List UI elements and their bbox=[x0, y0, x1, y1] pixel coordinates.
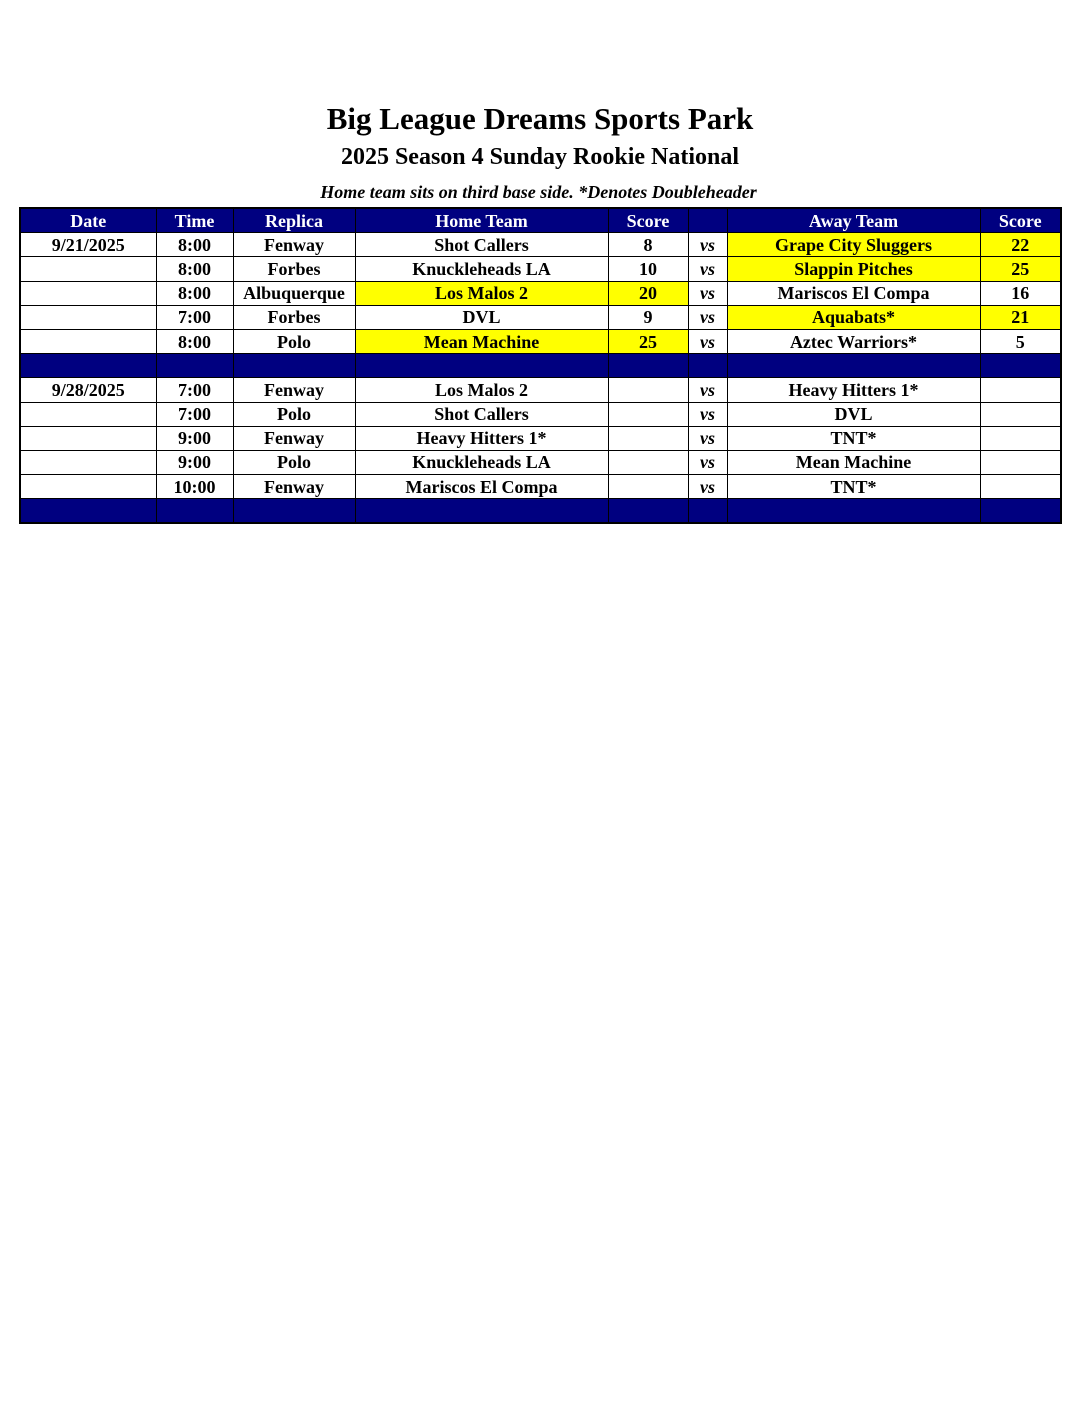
column-header-vs bbox=[688, 208, 727, 233]
time-cell: 8:00 bbox=[156, 257, 233, 281]
replica-cell: Fenway bbox=[233, 426, 355, 450]
home-score-cell: 10 bbox=[608, 257, 688, 281]
column-header-date: Date bbox=[20, 208, 156, 233]
vs-cell: vs bbox=[688, 281, 727, 305]
replica-cell: Fenway bbox=[233, 475, 355, 499]
table-header-row bbox=[20, 208, 1061, 233]
vs-cell: vs bbox=[688, 450, 727, 474]
time-cell: 7:00 bbox=[156, 378, 233, 402]
column-header-home-score: Score bbox=[608, 208, 688, 233]
table-row bbox=[20, 257, 1061, 281]
away-score-cell: 21 bbox=[980, 305, 1061, 329]
time-cell: 9:00 bbox=[156, 426, 233, 450]
vs-cell: vs bbox=[688, 378, 727, 402]
home-team-cell: Heavy Hitters 1* bbox=[355, 426, 608, 450]
home-team-cell: Knuckleheads LA bbox=[355, 450, 608, 474]
column-header-time: Time bbox=[156, 208, 233, 233]
home-score-cell: 25 bbox=[608, 329, 688, 353]
table-row bbox=[20, 426, 1061, 450]
date-cell bbox=[20, 305, 156, 329]
vs-cell: vs bbox=[688, 329, 727, 353]
vs-cell: vs bbox=[688, 233, 727, 257]
away-team-cell: Mariscos El Compa bbox=[727, 281, 980, 305]
vs-cell: vs bbox=[688, 257, 727, 281]
away-team-cell: DVL bbox=[727, 402, 980, 426]
time-cell: 8:00 bbox=[156, 281, 233, 305]
replica-cell: Fenway bbox=[233, 378, 355, 402]
away-team-cell: Grape City Sluggers bbox=[727, 233, 980, 257]
away-team-cell: Heavy Hitters 1* bbox=[727, 378, 980, 402]
table-row bbox=[20, 475, 1061, 499]
home-score-cell bbox=[608, 450, 688, 474]
replica-cell: Albuquerque bbox=[233, 281, 355, 305]
away-score-cell bbox=[980, 402, 1061, 426]
away-score-cell: 16 bbox=[980, 281, 1061, 305]
table-row bbox=[20, 329, 1061, 353]
away-score-cell bbox=[980, 450, 1061, 474]
page-title: Big League Dreams Sports Park bbox=[326, 101, 754, 136]
date-cell bbox=[20, 257, 156, 281]
time-cell: 7:00 bbox=[156, 402, 233, 426]
away-team-cell: TNT* bbox=[727, 475, 980, 499]
home-team-cell: Los Malos 2 bbox=[355, 281, 608, 305]
column-header-away-team: Away Team bbox=[727, 208, 980, 233]
vs-cell: vs bbox=[688, 475, 727, 499]
home-team-cell: Los Malos 2 bbox=[355, 378, 608, 402]
date-cell: 9/21/2025 bbox=[20, 233, 156, 257]
time-cell: 8:00 bbox=[156, 233, 233, 257]
home-team-cell: Shot Callers bbox=[355, 233, 608, 257]
time-cell: 8:00 bbox=[156, 329, 233, 353]
date-cell bbox=[20, 450, 156, 474]
week-separator-row bbox=[20, 354, 1061, 378]
away-team-cell: Aquabats* bbox=[727, 305, 980, 329]
replica-cell: Forbes bbox=[233, 305, 355, 329]
replica-cell: Forbes bbox=[233, 257, 355, 281]
vs-cell: vs bbox=[688, 305, 727, 329]
replica-cell: Fenway bbox=[233, 233, 355, 257]
date-cell: 9/28/2025 bbox=[20, 378, 156, 402]
replica-cell: Polo bbox=[233, 450, 355, 474]
column-header-replica: Replica bbox=[233, 208, 355, 233]
replica-cell: Polo bbox=[233, 329, 355, 353]
home-score-cell: 9 bbox=[608, 305, 688, 329]
date-cell bbox=[20, 475, 156, 499]
home-team-cell: Shot Callers bbox=[355, 402, 608, 426]
column-header-home-team: Home Team bbox=[355, 208, 608, 233]
home-score-cell: 8 bbox=[608, 233, 688, 257]
home-score-cell bbox=[608, 426, 688, 450]
away-score-cell bbox=[980, 475, 1061, 499]
vs-cell: vs bbox=[688, 402, 727, 426]
schedule-note: Home team sits on third base side. *Denotes Doubleheader bbox=[320, 182, 757, 202]
home-score-cell bbox=[608, 378, 688, 402]
away-score-cell bbox=[980, 378, 1061, 402]
column-header-away-score: Score bbox=[980, 208, 1061, 233]
date-cell bbox=[20, 329, 156, 353]
table-row bbox=[20, 305, 1061, 329]
away-team-cell: Mean Machine bbox=[727, 450, 980, 474]
table-row bbox=[20, 402, 1061, 426]
home-score-cell bbox=[608, 402, 688, 426]
away-team-cell: TNT* bbox=[727, 426, 980, 450]
date-cell bbox=[20, 426, 156, 450]
away-team-cell: Aztec Warriors* bbox=[727, 329, 980, 353]
home-team-cell: DVL bbox=[355, 305, 608, 329]
vs-cell: vs bbox=[688, 426, 727, 450]
home-team-cell: Mariscos El Compa bbox=[355, 475, 608, 499]
date-cell bbox=[20, 402, 156, 426]
time-cell: 10:00 bbox=[156, 475, 233, 499]
home-score-cell bbox=[608, 475, 688, 499]
home-team-cell: Knuckleheads LA bbox=[355, 257, 608, 281]
away-score-cell: 25 bbox=[980, 257, 1061, 281]
date-cell bbox=[20, 281, 156, 305]
table-row bbox=[20, 233, 1061, 257]
table-row bbox=[20, 281, 1061, 305]
schedule-table bbox=[19, 207, 1062, 524]
away-score-cell: 5 bbox=[980, 329, 1061, 353]
away-score-cell: 22 bbox=[980, 233, 1061, 257]
home-score-cell: 20 bbox=[608, 281, 688, 305]
away-team-cell: Slappin Pitches bbox=[727, 257, 980, 281]
away-score-cell bbox=[980, 426, 1061, 450]
time-cell: 7:00 bbox=[156, 305, 233, 329]
table-row bbox=[20, 450, 1061, 474]
table-row bbox=[20, 378, 1061, 402]
time-cell: 9:00 bbox=[156, 450, 233, 474]
page-subtitle: 2025 Season 4 Sunday Rookie National bbox=[340, 144, 740, 170]
replica-cell: Polo bbox=[233, 402, 355, 426]
home-team-cell: Mean Machine bbox=[355, 329, 608, 353]
week-separator-row bbox=[20, 499, 1061, 524]
